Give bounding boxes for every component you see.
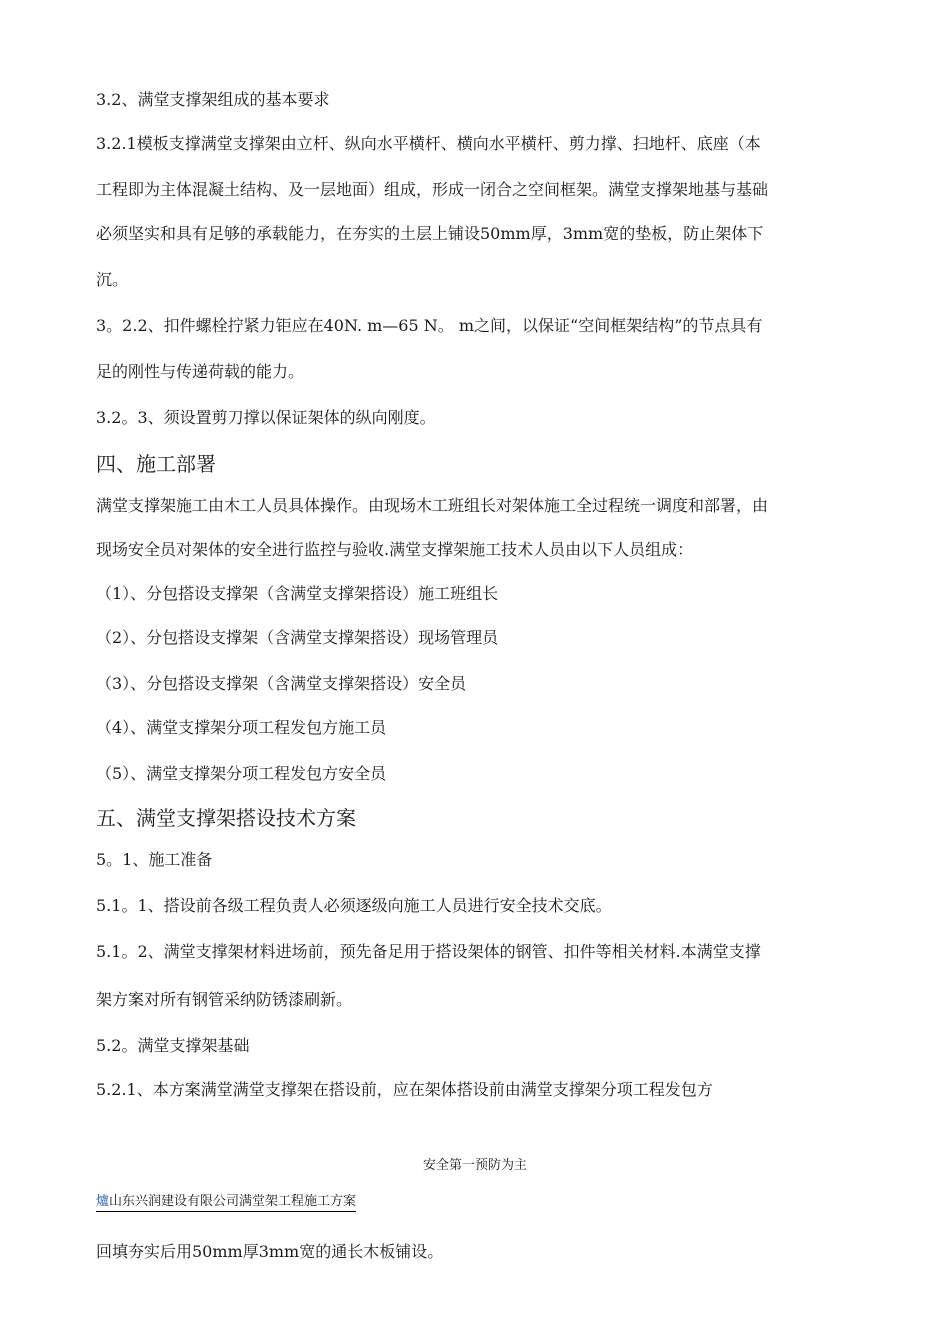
section-heading-5: 五、满堂支撑架搭设技术方案 [96, 806, 356, 830]
list-item: （3）、分包搭设支撑架（含满堂支撑架搭设）安全员 [96, 674, 467, 693]
paragraph-line: 必须坚实和具有足够的承载能力，在夯实的土层上铺设50mm厚，3mm宽的垫板，防止架体下 [96, 224, 764, 243]
paragraph-line: 架方案对所有钢管采纳防锈漆刷新。 [96, 990, 353, 1009]
running-header [96, 1194, 356, 1212]
paragraph-line: 5.1。2、满堂支撑架材料进场前，预先备足用于搭设架体的钢管、扣件等相关材料.本满堂支撑 [96, 942, 761, 961]
subsection-heading: 5.2。满堂支撑架基础 [96, 1036, 250, 1055]
paragraph-line: 3.2.1模板支撑满堂支撑架由立杆、纵向水平横杆、横向水平横杆、剪力撑、扫地杆、底座（本 [96, 134, 761, 153]
paragraph-line: 5.2.1、本方案满堂满堂支撑架在搭设前，应在架体搭设前由满堂支撑架分项工程发包方 [96, 1080, 713, 1099]
subsection-heading: 5。1、施工准备 [96, 850, 213, 869]
section-heading-4: 四、施工部署 [96, 452, 216, 476]
paragraph-line: 3.2。3、须设置剪刀撑以保证架体的纵向刚度。 [96, 408, 436, 427]
paragraph-line: 满堂支撑架施工由木工人员具体操作。由现场木工班组长对架体施工全过程统一调度和部署，由 [96, 496, 769, 515]
list-item: （4）、满堂支撑架分项工程发包方施工员 [96, 718, 387, 737]
list-item: （1）、分包搭设支撑架（含满堂支撑架搭设）施工班组长 [96, 584, 499, 603]
section-heading-3-2: 3.2、满堂支撑架组成的基本要求 [96, 90, 330, 109]
continuation-line: 回填夯实后用50mm厚3mm宽的通长木板铺设。 [96, 1242, 444, 1261]
paragraph-line: 现场安全员对架体的安全进行监控与验收.满堂支撑架施工技术人员由以下人员组成： [96, 540, 694, 559]
paragraph-line: 工程即为主体混凝土结构、及一层地面）组成，形成一闭合之空间框架。满堂支撑架地基与基础 [96, 180, 769, 199]
footer-motto: 安全第一预防为主 [422, 1158, 527, 1173]
paragraph-line: 足的刚性与传递荷载的能力。 [96, 362, 305, 381]
paragraph-line: 沉。 [96, 270, 129, 289]
header-title: 山东兴润建设有限公司满堂架工程施工方案 [109, 1194, 357, 1209]
list-item: （2）、分包搭设支撑架（含满堂支撑架搭设）现场管理员 [96, 628, 499, 647]
paragraph-line: 3。2.2、扣件螺栓拧紧力钜应在40N. m—65 N。 m之间，以保证“空间框架结构”的节点具有 [96, 316, 763, 335]
paragraph-line: 5.1。1、搭设前各级工程负责人必须逐级向施工人员进行安全技术交底。 [96, 896, 612, 915]
header-logo-char: 爐 [96, 1194, 110, 1209]
list-item: （5）、满堂支撑架分项工程发包方安全员 [96, 764, 387, 783]
